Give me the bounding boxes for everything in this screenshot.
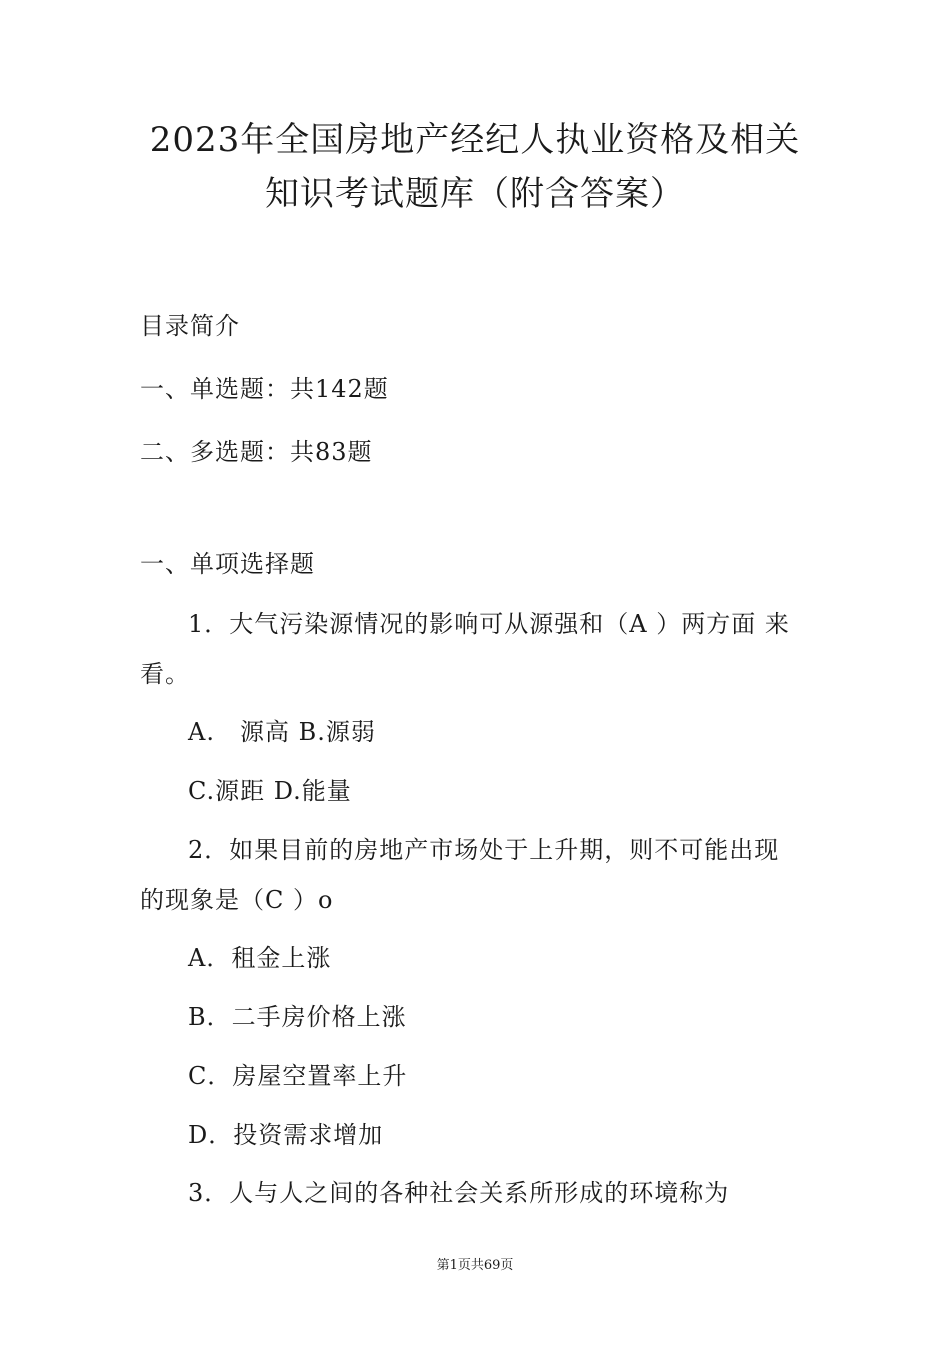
- toc-heading: 目录简介: [140, 312, 240, 340]
- question-2-stem-line-2: 的现象是（C ）o: [140, 886, 334, 914]
- toc-item-multiple-choice: 二、多选题：共83题: [140, 438, 373, 466]
- question-1-stem-line-2: 看。: [140, 660, 190, 688]
- question-2-option-a: A．租金上涨: [188, 944, 332, 972]
- document-title-line-1: 2023年全国房地产经纪人执业资格及相关: [149, 120, 801, 160]
- question-3-stem-line-1: 3．人与人之间的各种社会关系所形成的环境称为: [188, 1179, 730, 1207]
- question-2-option-d: D．投资需求增加: [188, 1121, 384, 1149]
- question-2-option-b: B．二手房价格上涨: [188, 1003, 407, 1031]
- toc-item-single-choice: 一、单选题：共142题: [140, 375, 389, 403]
- question-2-option-c: C．房屋空置率上升: [188, 1062, 408, 1090]
- document-title-line-2: 知识考试题库（附含答案）: [265, 174, 685, 214]
- page-footer: 第1页共69页: [436, 1258, 514, 1273]
- question-1-stem-line-1: 1．大气污染源情况的影响可从源强和（A ）两方面 来: [188, 610, 790, 638]
- question-1-option-line-2: C.源距 D.能量: [188, 777, 352, 805]
- section-heading: 一、单项选择题: [140, 550, 315, 578]
- question-1-option-line-1: A. 源高 B.源弱: [188, 718, 376, 746]
- question-2-stem-line-1: 2．如果目前的房地产市场处于上升期，则不可能出现: [188, 836, 780, 864]
